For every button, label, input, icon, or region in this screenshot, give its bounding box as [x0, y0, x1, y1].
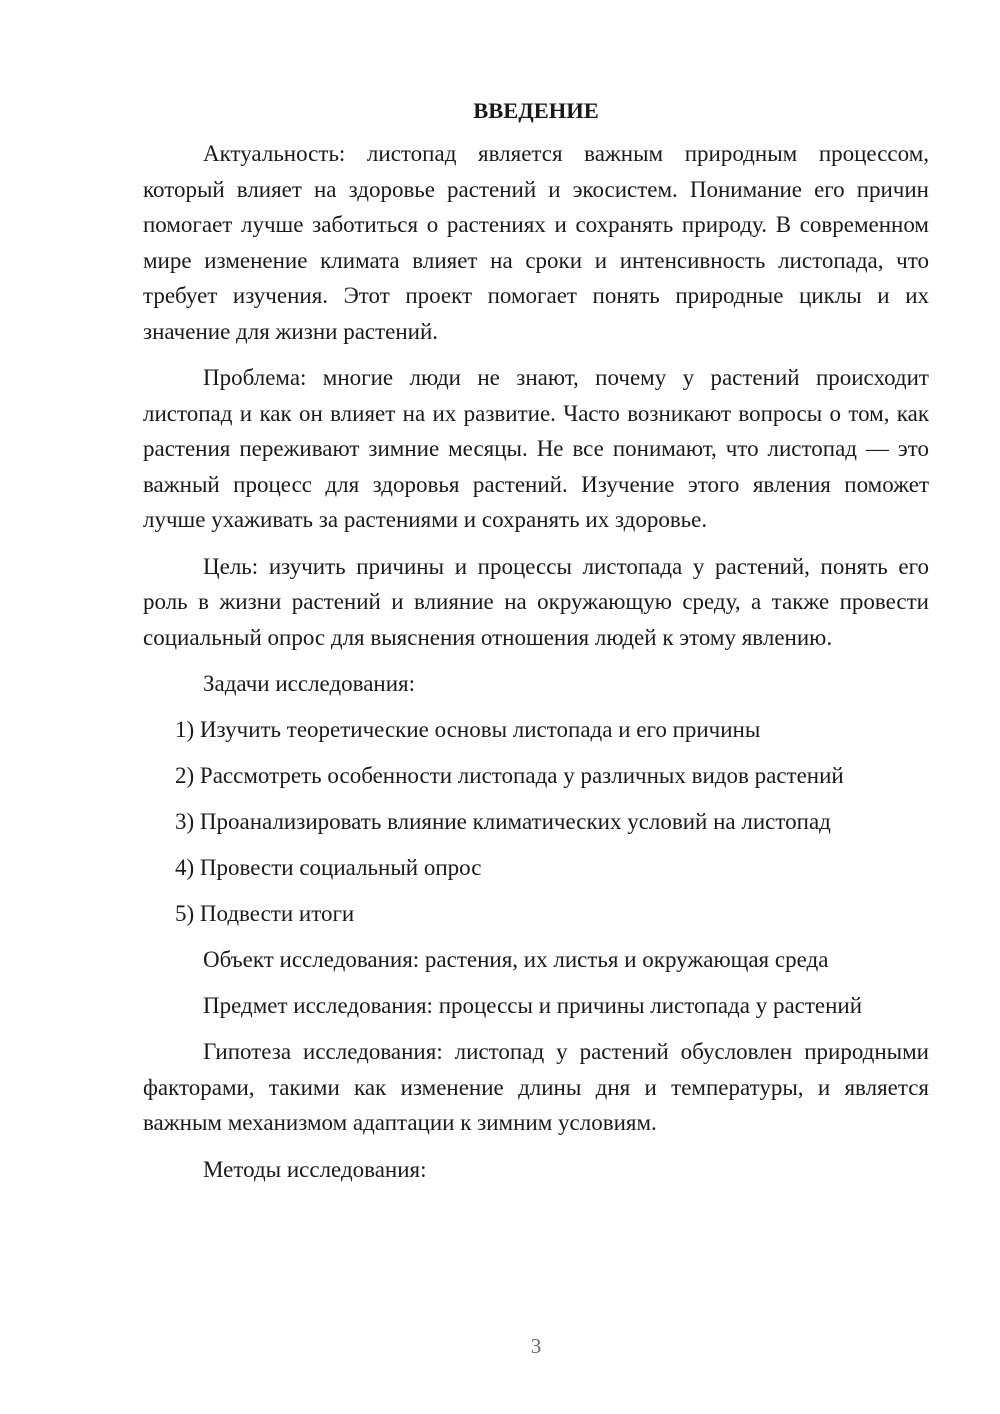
goal-paragraph: Цель: изучить причины и процессы листопада у растений, понять его роль в жизни растений и влияние на окружающую среду, а также провести социальный опрос для выяснения отношения людей к этому явлению. — [143, 553, 929, 650]
tasks-list — [143, 712, 929, 932]
problem-paragraph: Проблема: многие люди не знают, почему у растений происходит листопад и как он влияет на их развитие. Часто возникают вопросы о том, как растения переживают зимние месяцы. Не все понимают, что листопад — это важный процесс для здоровья растений. Изучение этого явления поможет лучше ухаживать за растениями и сохранять их здоровье. — [143, 365, 929, 532]
relevance-paragraph: Актуальность: листопад является важным природным процессом, который влияет на здоровье растений и экосистем. Понимание его причин помогает лучше заботиться о растениях и сохранять природу. В современном мире изменение климата влияет на сроки и интенсивность листопада, что требует изучения. Этот проект помогает понять природные циклы и их значение для жизни растений. — [143, 141, 929, 344]
list-item: 2) Рассмотреть особенности листопада у различных видов растений — [175, 763, 844, 788]
tasks-heading: Задачи исследования: — [203, 671, 416, 696]
list-item: 3) Проанализировать влияние климатических условий на листопад — [175, 809, 831, 834]
page-title: ВВЕДЕНИЕ — [473, 98, 599, 123]
subject-line: Предмет исследования: процессы и причины листопада у растений — [203, 993, 863, 1018]
methods-heading: Методы исследования: — [203, 1156, 427, 1182]
object-line: Объект исследования: растения, их листья и окружающая среда — [203, 947, 829, 972]
list-item: 1) Изучить теоретические основы листопада и его причины — [175, 717, 761, 742]
hypothesis-paragraph: Гипотеза исследования: листопад у растений обусловлен природными факторами, такими как изменение длины дня и температуры, и является важным механизмом адаптации к зимним условиям. — [143, 1039, 929, 1135]
page-content — [143, 96, 929, 1198]
list-item: 4) Провести социальный опрос — [175, 855, 482, 880]
page-number: 3 — [530, 1334, 542, 1358]
list-item: 5) Подвести итоги — [175, 901, 355, 926]
